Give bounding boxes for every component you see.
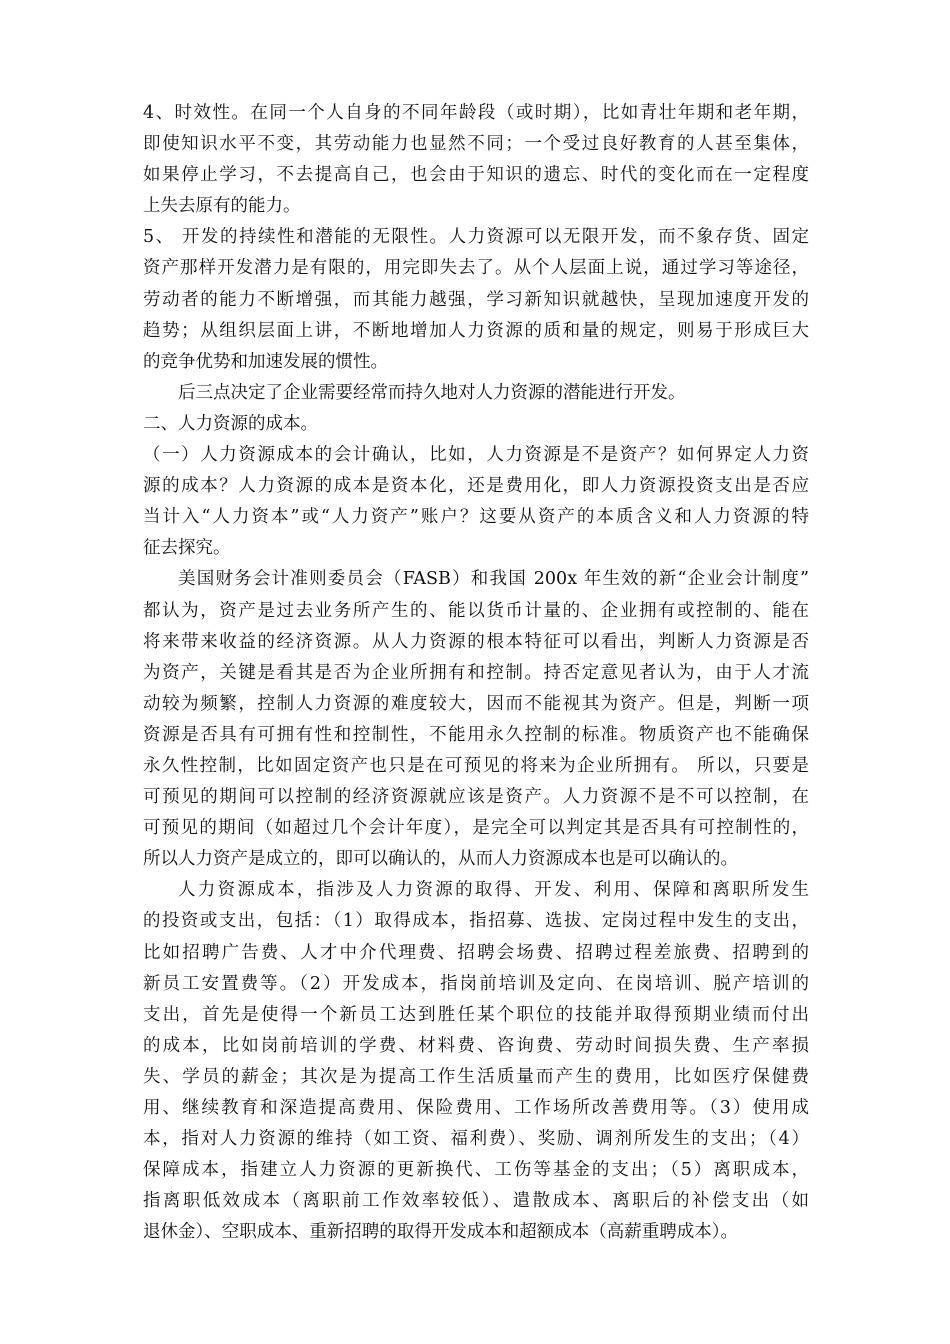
text-line: （一）人力资源成本的会计确认，比如，人力资源是不是资产？如何界定人力资 — [143, 445, 809, 466]
text-line: 永久性控制，比如固定资产也只是在可预见的将来为企业所拥有。 所以，只要是 — [143, 755, 809, 776]
text-line: 都认为，资产是过去业务所产生的、能以货币计量的、企业拥有或控制的、能在 — [143, 600, 809, 621]
text-line: 资产那样开发潜力是有限的，用完即失去了。从个人层面上说，通过学习等途径， — [143, 258, 809, 279]
text-line: 如果停止学习，不去提高自己，也会由于知识的遗忘、时代的变化而在一定程度 — [143, 165, 809, 186]
text-line: 美国财务会计准则委员会（FASB）和我国 200x 年生效的新“企业会计制度” — [178, 569, 809, 590]
text-line: 源的成本？人力资源的成本是资本化，还是费用化，即人力资源投资支出是否应 — [143, 476, 809, 497]
document-body — [143, 98, 809, 1248]
text-line: 指离职低效成本（离职前工作效率较低）、遣散成本、离职后的补偿支出（如 — [143, 1191, 809, 1212]
text-line: 4、时效性。在同一个人自身的不同年龄段（或时期），比如青壮年期和老年期， — [143, 103, 809, 123]
text-line: 将来带来收益的经济资源。从人力资源的根本特征可以看出，判断人力资源是否 — [143, 631, 809, 652]
text-line: 后三点决定了企业需要经常而持久地对人力资源的潜能进行开发。 — [178, 382, 686, 403]
text-line: 当计入“人力资本”或“人力资产”账户？这要从资产的本质含义和人力资源的特 — [143, 507, 809, 528]
text-line: 保障成本，指建立人力资源的更新换代、工伤等基金的支出；（5）离职成本， — [143, 1160, 809, 1181]
text-line: 征去探究。 — [143, 538, 231, 559]
text-line: 劳动者的能力不断增强，而其能力越强，学习新知识就越快，呈现加速度开发的 — [143, 289, 809, 310]
text-line: 上失去原有的能力。 — [143, 196, 301, 217]
text-line: 的投资或支出，包括：（1）取得成本，指招募、选拔、定岗过程中发生的支出， — [143, 911, 809, 932]
text-line: 即使知识水平不变，其劳动能力也显然不同；一个受过良好教育的人甚至集体， — [143, 134, 809, 155]
text-line: 用、继续教育和深造提高费用、保险费用、工作场所改善费用等。（3）使用成 — [143, 1098, 809, 1118]
text-line: 动较为频繁，控制人力资源的难度较大，因而不能视其为资产。但是，判断一项 — [143, 693, 809, 714]
text-line: 退休金）、空职成本、重新招聘的取得开发成本和超额成本（高薪重聘成本）。 — [143, 1222, 738, 1243]
text-line: 二、人力资源的成本。 — [143, 413, 318, 434]
text-line: 人力资源成本，指涉及人力资源的取得、开发、利用、保障和离职所发生 — [178, 880, 809, 901]
text-line: 比如招聘广告费、人才中介代理费、招聘会场费、招聘过程差旅费、招聘到的 — [143, 942, 809, 963]
text-line: 可预见的期间（如超过几个会计年度），是完全可以判定其是否具有可控制性的， — [143, 818, 809, 839]
text-line: 趋势；从组织层面上讲，不断地增加人力资源的质和量的规定，则易于形成巨大 — [143, 320, 809, 341]
text-line: 为资产，关键是看其是否为企业所拥有和控制。持否定意见者认为，由于人才流 — [143, 662, 809, 683]
text-line: 所以人力资产是成立的，即可以确认的，从而人力资源成本也是可以确认的。 — [143, 849, 738, 870]
text-line: 的成本，比如岗前培训的学费、材料费、咨询费、劳动时间损失费、生产率损 — [143, 1035, 809, 1056]
text-line: 可预见的期间可以控制的经济资源就应该是资产。人力资源不是不可以控制，在 — [143, 787, 809, 808]
text-line: 失、学员的薪金；其次是为提高工作生活质量而产生的费用，比如医疗保健费 — [143, 1066, 809, 1087]
text-line: 支出，首先是使得一个新员工达到胜任某个职位的技能并取得预期业绩而付出 — [143, 1004, 809, 1025]
text-line: 5、 开发的持续性和潜能的无限性。人力资源可以无限开发，而不象存货、固定 — [143, 227, 809, 248]
text-line: 新员工安置费等。（2）开发成本，指岗前培训及定向、在岗培训、脱产培训的 — [143, 973, 809, 994]
text-line: 资源是否具有可拥有性和控制性，不能用永久控制的标准。物质资产也不能确保 — [143, 724, 809, 745]
text-line: 本，指对人力资源的维持（如工资、福利费）、奖励、调剂所发生的支出；（4） — [143, 1129, 809, 1150]
text-line: 的竞争优势和加速发展的惯性。 — [143, 351, 388, 372]
